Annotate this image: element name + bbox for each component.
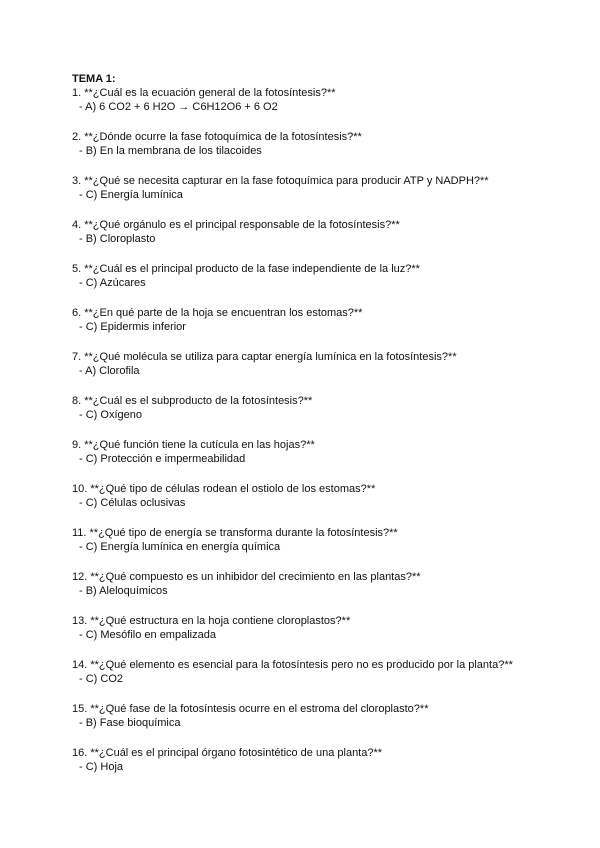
question-text: 5. **¿Cuál es el principal producto de la fase independiente de la luz?**: [72, 263, 420, 275]
question-text: 13. **¿Qué estructura en la hoja contiene cloroplastos?**: [72, 615, 351, 627]
question-item: [72, 438, 572, 482]
question-item: [72, 482, 572, 526]
answer-text: - C) CO2: [79, 673, 123, 685]
question-item: [72, 218, 572, 262]
answer-text: - C) Protección e impermeabilidad: [79, 453, 246, 465]
answer-text: - C) Oxígeno: [79, 409, 142, 421]
question-text: 7. **¿Qué molécula se utiliza para captar energía lumínica en la fotosíntesis?**: [72, 351, 457, 363]
question-text: 14. **¿Qué elemento es esencial para la fotosíntesis pero no es producido por la planta?**: [72, 659, 513, 671]
question-item: [72, 86, 572, 130]
question-item: [72, 614, 572, 658]
question-text: 11. **¿Qué tipo de energía se transforma durante la fotosíntesis?**: [72, 527, 398, 539]
question-text: 15. **¿Qué fase de la fotosíntesis ocurre en el estroma del cloroplasto?**: [72, 703, 429, 715]
document-title: TEMA 1:: [72, 73, 116, 85]
question-item: [72, 306, 572, 350]
question-item: [72, 746, 572, 790]
question-item: [72, 658, 572, 702]
question-text: 2. **¿Dónde ocurre la fase fotoquímica de la fotosíntesis?**: [72, 131, 362, 143]
question-text: 4. **¿Qué orgánulo es el principal responsable de la fotosíntesis?**: [72, 219, 400, 231]
answer-text: - C) Energía lumínica en energía química: [79, 541, 281, 553]
question-item: [72, 350, 572, 394]
answer-text: - C) Células oclusivas: [79, 497, 186, 509]
question-item: [72, 570, 572, 614]
answer-text: - B) Cloroplasto: [79, 233, 156, 245]
question-item: [72, 702, 572, 746]
question-text: 10. **¿Qué tipo de células rodean el ostiolo de los estomas?**: [72, 483, 376, 495]
question-text: 9. **¿Qué función tiene la cutícula en las hojas?**: [72, 439, 315, 451]
answer-text: - C) Mesófilo en empalizada: [79, 629, 216, 641]
question-item: [72, 526, 572, 570]
answer-text: - A) Clorofila: [79, 365, 140, 377]
question-text: 16. **¿Cuál es el principal órgano fotosintético de una planta?**: [72, 747, 383, 759]
answer-text: - C) Epidermis inferior: [79, 321, 186, 333]
answer-text: - C) Azúcares: [79, 277, 146, 289]
question-text: 1. **¿Cuál es la ecuación general de la fotosíntesis?**: [72, 87, 336, 99]
answer-text: - B) Aleloquímicos: [79, 585, 168, 597]
question-text: 3. **¿Qué se necesita capturar en la fase fotoquímica para producir ATP y NADPH?**: [72, 175, 489, 187]
answer-text: - A) 6 CO2 + 6 H2O → C6H12O6 + 6 O2: [79, 101, 278, 113]
question-list: [72, 86, 572, 790]
answer-text: - B) Fase bioquímica: [79, 717, 181, 729]
document-page: [72, 72, 572, 790]
question-item: [72, 262, 572, 306]
question-text: 12. **¿Qué compuesto es un inhibidor del crecimiento en las plantas?**: [72, 571, 421, 583]
question-item: [72, 130, 572, 174]
question-text: 8. **¿Cuál es el subproducto de la fotosíntesis?**: [72, 395, 313, 407]
question-text: 6. **¿En qué parte de la hoja se encuentran los estomas?**: [72, 307, 363, 319]
answer-text: - C) Hoja: [79, 761, 124, 773]
question-item: [72, 174, 572, 218]
answer-text: - B) En la membrana de los tilacoides: [79, 145, 262, 157]
question-item: [72, 394, 572, 438]
answer-text: - C) Energía lumínica: [79, 189, 183, 201]
